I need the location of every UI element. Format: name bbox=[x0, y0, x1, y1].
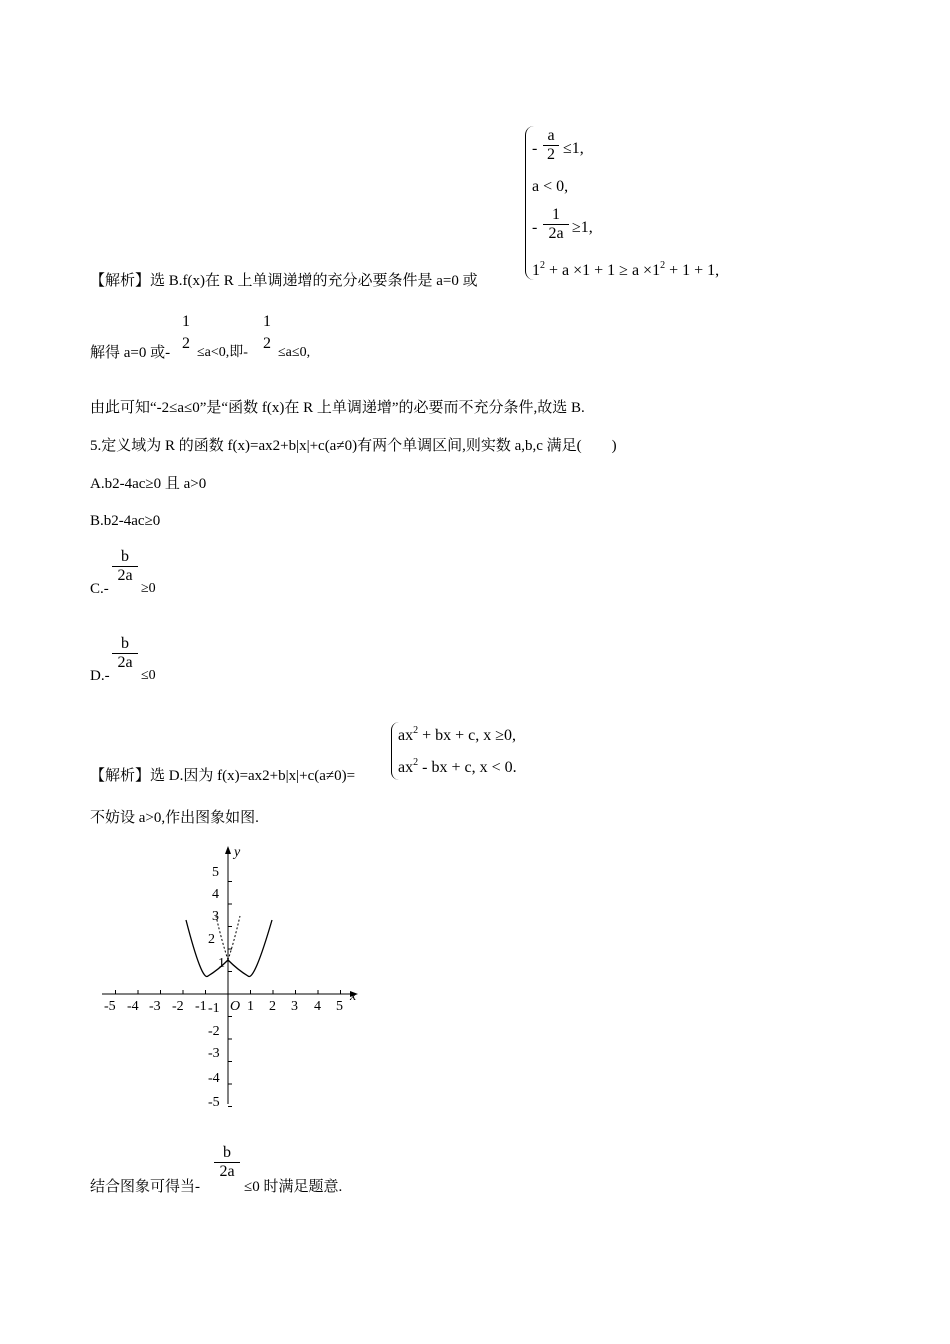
system-row-3-fraction: 1 2a bbox=[543, 206, 569, 243]
y-tick-label: 2 bbox=[208, 932, 215, 947]
system-row-1: - bbox=[532, 140, 538, 157]
function-graph bbox=[98, 842, 368, 1112]
system-row-1-fraction: a 2 bbox=[543, 127, 559, 164]
y-tick-label: 4 bbox=[212, 887, 219, 902]
solve-fraction-2: 1 2 bbox=[263, 313, 271, 352]
solve-post: ≤a≤0, bbox=[278, 345, 311, 360]
y-tick-label: -2 bbox=[208, 1024, 220, 1039]
piecewise-case-1: $ax^2$ + bx + c, x ≥0, bbox=[398, 725, 517, 744]
piecewise-case-2: $ax^2$ - bx + c, x < 0. bbox=[398, 757, 517, 776]
analysis2-assume: 不妨设 a>0,作出图象如图. bbox=[90, 810, 259, 826]
x-tick-label: -4 bbox=[127, 999, 139, 1014]
analysis2-lead: 【解析】选 D.因为 f(x)=ax2+b|x|+c(a≠0)= bbox=[90, 768, 356, 784]
final-post: ≤0 时满足题意. bbox=[244, 1179, 343, 1195]
y-tick-label: -4 bbox=[208, 1071, 220, 1086]
system-row-1-post: ≤1, bbox=[563, 140, 584, 157]
dotted-extension-right bbox=[228, 916, 240, 960]
solve-prefix: 解得 a=0 或- bbox=[90, 345, 171, 361]
x-tick-label: -5 bbox=[104, 999, 116, 1014]
x-tick-label: -3 bbox=[149, 999, 161, 1014]
y-axis-arrow bbox=[225, 846, 231, 854]
x-axis-label: x bbox=[350, 989, 357, 1004]
system-row-3: - bbox=[532, 219, 538, 236]
origin-label: O bbox=[230, 999, 241, 1014]
solve-mid: ≤a<0,即- bbox=[197, 345, 248, 360]
x-tick-label: 1 bbox=[247, 999, 254, 1014]
solve-fraction-1: 1 2 bbox=[182, 313, 190, 352]
x-tick-label: -2 bbox=[172, 999, 184, 1014]
option-d-post: ≤0 bbox=[141, 668, 156, 683]
analysis1-conclusion: 由此可知“-2≤a≤0”是“函数 f(x)在 R 上单调递增”的必要而不充分条件,故选 B. bbox=[90, 400, 585, 416]
x-tick-label: 3 bbox=[291, 999, 298, 1014]
system-row-2: a < 0, bbox=[532, 178, 569, 195]
x-tick-label: -1 bbox=[195, 999, 207, 1014]
y-tick-label: -3 bbox=[208, 1046, 220, 1061]
analysis1-lead: 【解析】选 B.f(x)在 R 上单调递增的充分必要条件是 a=0 或 bbox=[90, 273, 478, 289]
y-tick-label: 5 bbox=[212, 865, 219, 880]
question5-stem: 5.定义域为 R 的函数 f(x)=ax2+b|x|+c(a≠0)有两个单调区间,则实数 a,b,c 满足( ) bbox=[90, 438, 617, 454]
final-fraction: b 2a bbox=[214, 1144, 240, 1181]
system-row-4: $1^2 + a \times 1 + 1 \ge a \times 1^2 + 1 + 1$, bbox=[532, 260, 720, 279]
y-axis-label: y bbox=[234, 845, 241, 860]
system-row-3-post: ≥1, bbox=[572, 219, 593, 236]
y-tick-label: 3 bbox=[212, 909, 219, 924]
x-tick-label: 4 bbox=[314, 999, 321, 1014]
option-b: B.b2-4ac≥0 bbox=[90, 513, 161, 529]
x-tick-label: 2 bbox=[269, 999, 276, 1014]
option-c-prefix: C.- bbox=[90, 581, 109, 597]
y-tick-label: 1 bbox=[218, 956, 225, 971]
function-curve bbox=[186, 920, 272, 977]
y-tick-label: -1 bbox=[208, 1001, 220, 1016]
x-tick-label: 5 bbox=[336, 999, 343, 1014]
option-c-post: ≥0 bbox=[141, 581, 156, 596]
option-a: A.b2-4ac≥0 且 a>0 bbox=[90, 476, 207, 492]
final-prefix: 结合图象可得当- bbox=[90, 1179, 200, 1195]
option-d-fraction: b 2a bbox=[112, 635, 138, 672]
y-tick-label: -5 bbox=[208, 1095, 220, 1110]
option-d-prefix: D.- bbox=[90, 668, 110, 684]
option-c-fraction: b 2a bbox=[112, 548, 138, 585]
